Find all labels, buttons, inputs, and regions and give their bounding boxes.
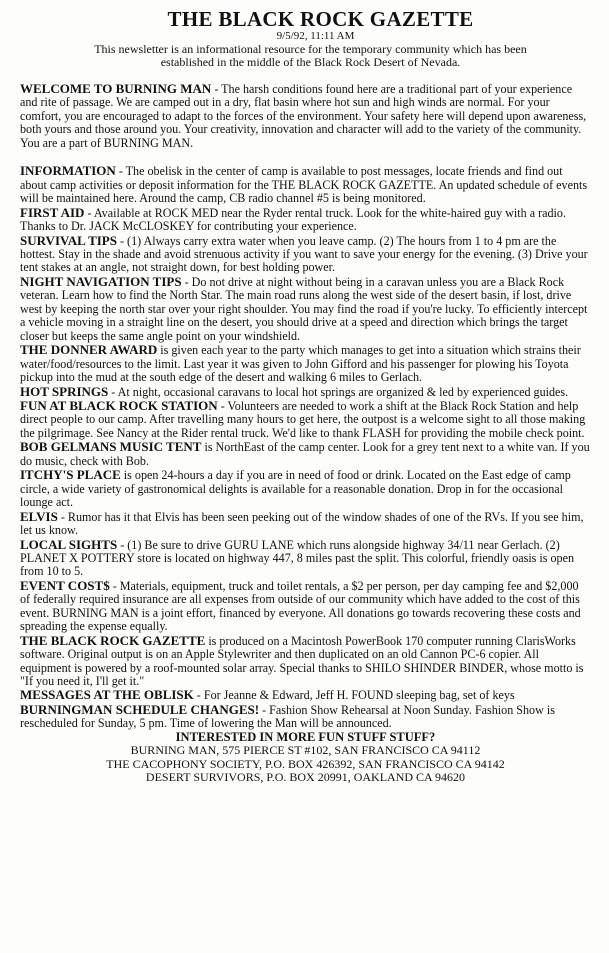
section-body: - At night, occasional caravans to local hot springs are organized & led by experienced guides. (108, 384, 569, 399)
section-gazette-production (20, 634, 591, 689)
section-body: - Available at ROCK MED near the Ryder rental truck. Look for the white-haired guy with a radio. Thanks to Dr. JACK McCLOSKEY for contributing your experience. (20, 205, 566, 234)
section-messages (20, 688, 591, 702)
section-body: - The obelisk in the center of camp is available to post messages, locate friends and find out about camp activities or deposit information for the THE BLACK ROCK GAZETTE. An updated schedule of events will be maintained here. Around the camp, CB radio channel #5 is being monitored. (20, 164, 588, 206)
section-heading: HOT SPRINGS (20, 383, 109, 399)
section-survival-tips (20, 234, 591, 275)
newsletter-title: THE BLACK ROCK GAZETTE (167, 7, 474, 31)
section-body: is produced on a Macintosh PowerBook 170 computer running ClarisWorks software. Original output is on an Apple Stylewriter and then duplicated on an old Cannon PC-6 copier. All equipment is powered by a roof-mounted solar array. Special thanks to SHILO SHINDER BINDER, whose motto is "If you need it, I'll get it." (20, 633, 584, 689)
section-heading: SURVIVAL TIPS (20, 232, 117, 248)
intro-line-2: established in the middle of the Black Rock Desert of Nevada. (160, 55, 461, 69)
section-heading: MESSAGES AT THE OBLISK (20, 687, 194, 703)
section-local-sights (20, 538, 591, 579)
section-body: - (1) Be sure to drive GURU LANE which runs alongside highway 34/11 near Gerlach. (2) PLANET X POTTERY store is located on highway 447, 8 miles past the split. This colorful, friendly oasis is open from 10 to 5. (20, 537, 575, 579)
section-body: - For Jeanne & Edward, Jeff H. FOUND sleeping bag, set of keys (193, 688, 515, 703)
section-heading: WELCOME TO BURNING MAN (20, 81, 212, 96)
section-heading: FIRST AID (20, 204, 85, 220)
section-heading: EVENT COST$ (20, 577, 110, 593)
contact-footer (20, 731, 591, 785)
section-event-costs (20, 579, 591, 634)
section-body: - Fashion Show Rehearsal at Noon Sunday. Fashion Show is rescheduled for Sunday, 5 pm. Time of lowering the Man will be announced. (20, 702, 555, 731)
section-itchys-place (20, 468, 591, 509)
section-heading: INFORMATION (20, 163, 116, 179)
section-body: - Rumor has it that Elvis has been seen peeking out of the window shades of one of the RVs. If you see him, let us know. (20, 509, 584, 538)
footer-address-cacophony: THE CACOPHONY SOCIETY, P.O. BOX 426392, SAN FRANCISCO CA 94142 (106, 756, 505, 771)
dateline: 9/5/92, 11:11 AM (276, 30, 355, 42)
footer-address-desert-survivors: DESERT SURVIVORS, P.O. BOX 20991, OAKLAND CA 94620 (145, 770, 466, 785)
section-body: - Materials, equipment, truck and toilet rentals, a $2 per person, per day camping fee and $2,000 of federally required insurance are all expenses from outside of our community which have added to the cost of this event. BURNING MAN is a joint effort, financed by everyone. All donations go towards recovering these costs and spreading the expense equally. (20, 578, 581, 634)
section-music-tent (20, 440, 591, 468)
section-donner-award (20, 343, 591, 384)
section-body: - Volunteers are needed to work a shift at the Black Rock Station and help direct people to our camp. After travelling many hours to get here, the outpost is a welcome sight to all those making the pilgrimage. See Nancy at the Rider rental truck. We'd like to thank FLASH for providing the mobile check point. (20, 398, 586, 440)
section-body: is given each year to the party which manages to get into a situation which strains their water/food/resources to the limit. Last year it was given to John Gifford and his passenger for plowing his Toyota pickup into the mud at the south edge of the desert and walking 6 miles to Gerlach. (20, 343, 581, 385)
section-body: - The harsh conditions found here are a traditional part of your experience and rite of passage. We are camped out in a dry, flat basin where hot sun and high winds are normal. For your comfort, you are encouraged to adapt to the forces of the environment. Your safety here will depend upon awareness, both yours and those around you. Your creativity, innovation and character will add to the variety of the community. You are a part of BURNING MAN. (20, 82, 587, 150)
section-body: - (1) Always carry extra water when you leave camp. (2) The hours from 1 to 4 pm are the hottest. Stay in the shade and avoid strenuous activity if you want to save your energy for the evening. (3) Drive your tent stakes at an angle, not straight down, for best holding power. (20, 233, 588, 275)
section-night-navigation (20, 275, 591, 343)
section-hot-springs (20, 385, 591, 399)
section-welcome (20, 82, 591, 150)
section-body: - Do not drive at night without being in a caravan unless you are a Black Rock veteran. Learn how to find the North Star. The main road runs along the west side of the desert basin, if lost, drive west by keeping the north star over your right shoulder. You may find the road if you're lucky. To efficiently intercept a vehicle moving in a straight line on the desert, you should drive at a speed and direction which brings the target closer but keeps the same angle point on your windshield. (20, 274, 588, 343)
footer-address-burning-man: BURNING MAN, 575 PIERCE ST #102, SAN FRANCISCO CA 94112 (130, 743, 481, 758)
section-heading: ITCHY'S PLACE (20, 467, 121, 483)
section-heading: ELVIS (20, 508, 58, 524)
section-body: is open 24-hours a day if you are in need of food or drink. Located on the East edge of camp circle, a wide variety of gastronomical delights is available for a reasonable donation. Drop in for the occasional lounge act. (20, 468, 571, 510)
section-heading: BURNINGMAN SCHEDULE CHANGES! (20, 701, 260, 717)
footer-heading: INTERESTED IN MORE FUN STUFF STUFF? (175, 729, 436, 744)
section-heading: THE DONNER AWARD (20, 342, 158, 358)
section-first-aid (20, 206, 591, 234)
section-heading: LOCAL SIGHTS (20, 536, 118, 552)
section-elvis (20, 510, 591, 538)
section-schedule-changes (20, 703, 591, 731)
intro-line-1: This newsletter is an informational resource for the temporary community which has been (94, 42, 527, 56)
section-information (20, 164, 591, 205)
section-heading: NIGHT NAVIGATION TIPS (20, 273, 182, 289)
section-heading: THE BLACK ROCK GAZETTE (20, 632, 206, 648)
section-black-rock-station (20, 399, 591, 440)
section-body: is NorthEast of the camp center. Look for a grey tent next to a white van. If you do music, check with Bob. (20, 440, 590, 468)
section-heading: FUN AT BLACK ROCK STATION (20, 397, 218, 413)
section-heading: BOB GELMANS MUSIC TENT (20, 439, 202, 455)
